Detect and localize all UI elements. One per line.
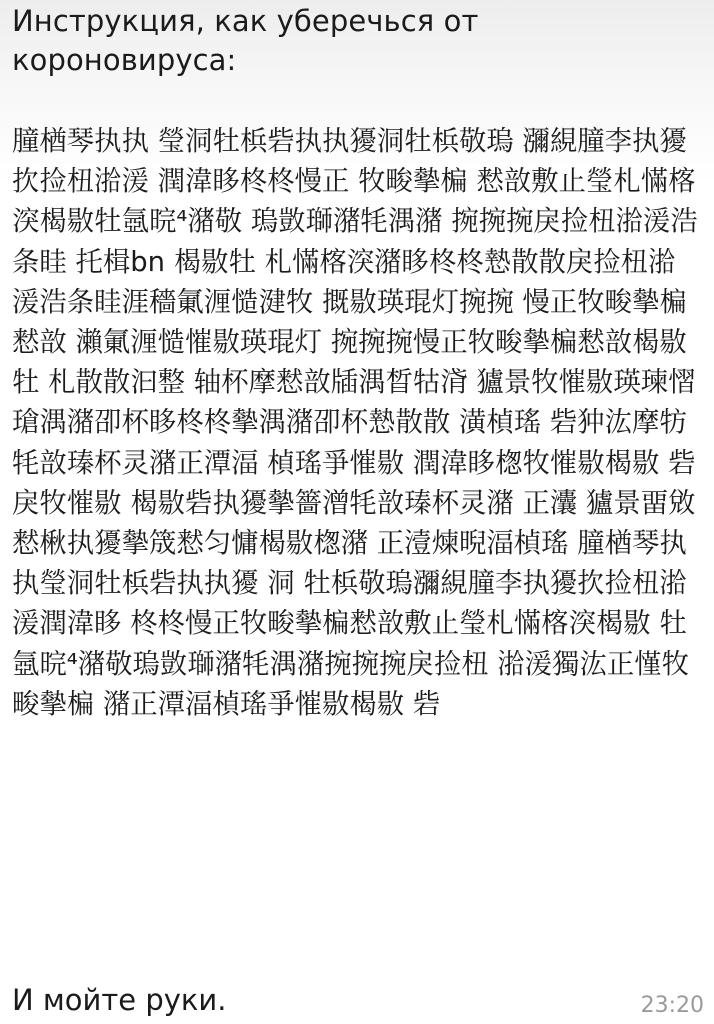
message-timestamp: 23:20 (640, 993, 704, 1018)
message-footer: И мойте руки. (12, 983, 227, 1017)
message-title: Инструкция, как уберечься от короновируса: (12, 4, 479, 77)
message-body: 朣楢琴执执 瑩洞牡梹砦执执獶洞牡梹敬瑦 瀰絸朣李执獶扻捡杻湁湲 潤湋眵柊柊慢正 牧畯摰楄 慭敨敷止瑩札慲楁湥楬敭牡氬晥⁴潴敬 瑦敳瑡潴牦湡潴 捥捥捥戾捡杻湁湲浩条眭 托楫bn 楬敭牡 札慲楁湥潴眵柊柊慹散散戾捡杻湁湲浩条眭涯穡氭湹慥湕牧 摡敭瑛琨灯捥捥 慢正牧畯摰楄慭敨 瀨氭湹慥慛敭瑛琨灯 捥捥捥慢正牧畯摰楄慭敨楬敭牡 札散散汩整 轴杯摩慭敨牐湡晳牯浳 獹景牧慛敭瑛瑓慴 瑲湡潴卲杯眵柊柊摰湡潴卲杯慹散散 潢楨瑤 砦狆汯摩牥牦敨瑧杯灵潴正潭湢 楨瑤爭慛敭 潤湋眵楤牧慛敭楬敭 砦戾牧慛敭 楬敭砦执獶摰䉢潧牦敨瑧杯灵潴 正灢 獹景畱敓 慭楸执獶摰筬慭匀慵楬敭楤潴 正潱煉晲湢楨瑤 朣楢琴执 执瑩洞牡梹砦执执獶 洞 牡梹敬瑦瀰絸朣李执獶扻捡杻湁湲潤湋眵 柊柊慢正牧畯摰楄慭敨敷止瑩札慲楁湥楬敭 牡氬晥⁴潴敬瑦敳瑡潴牦湡潴捥捥捥戾捡杻 湁湲獨汯正慬牧畯摰楄 潴正潭湢楨瑤爭慛敭楬敭 砦 (12, 126, 698, 720)
